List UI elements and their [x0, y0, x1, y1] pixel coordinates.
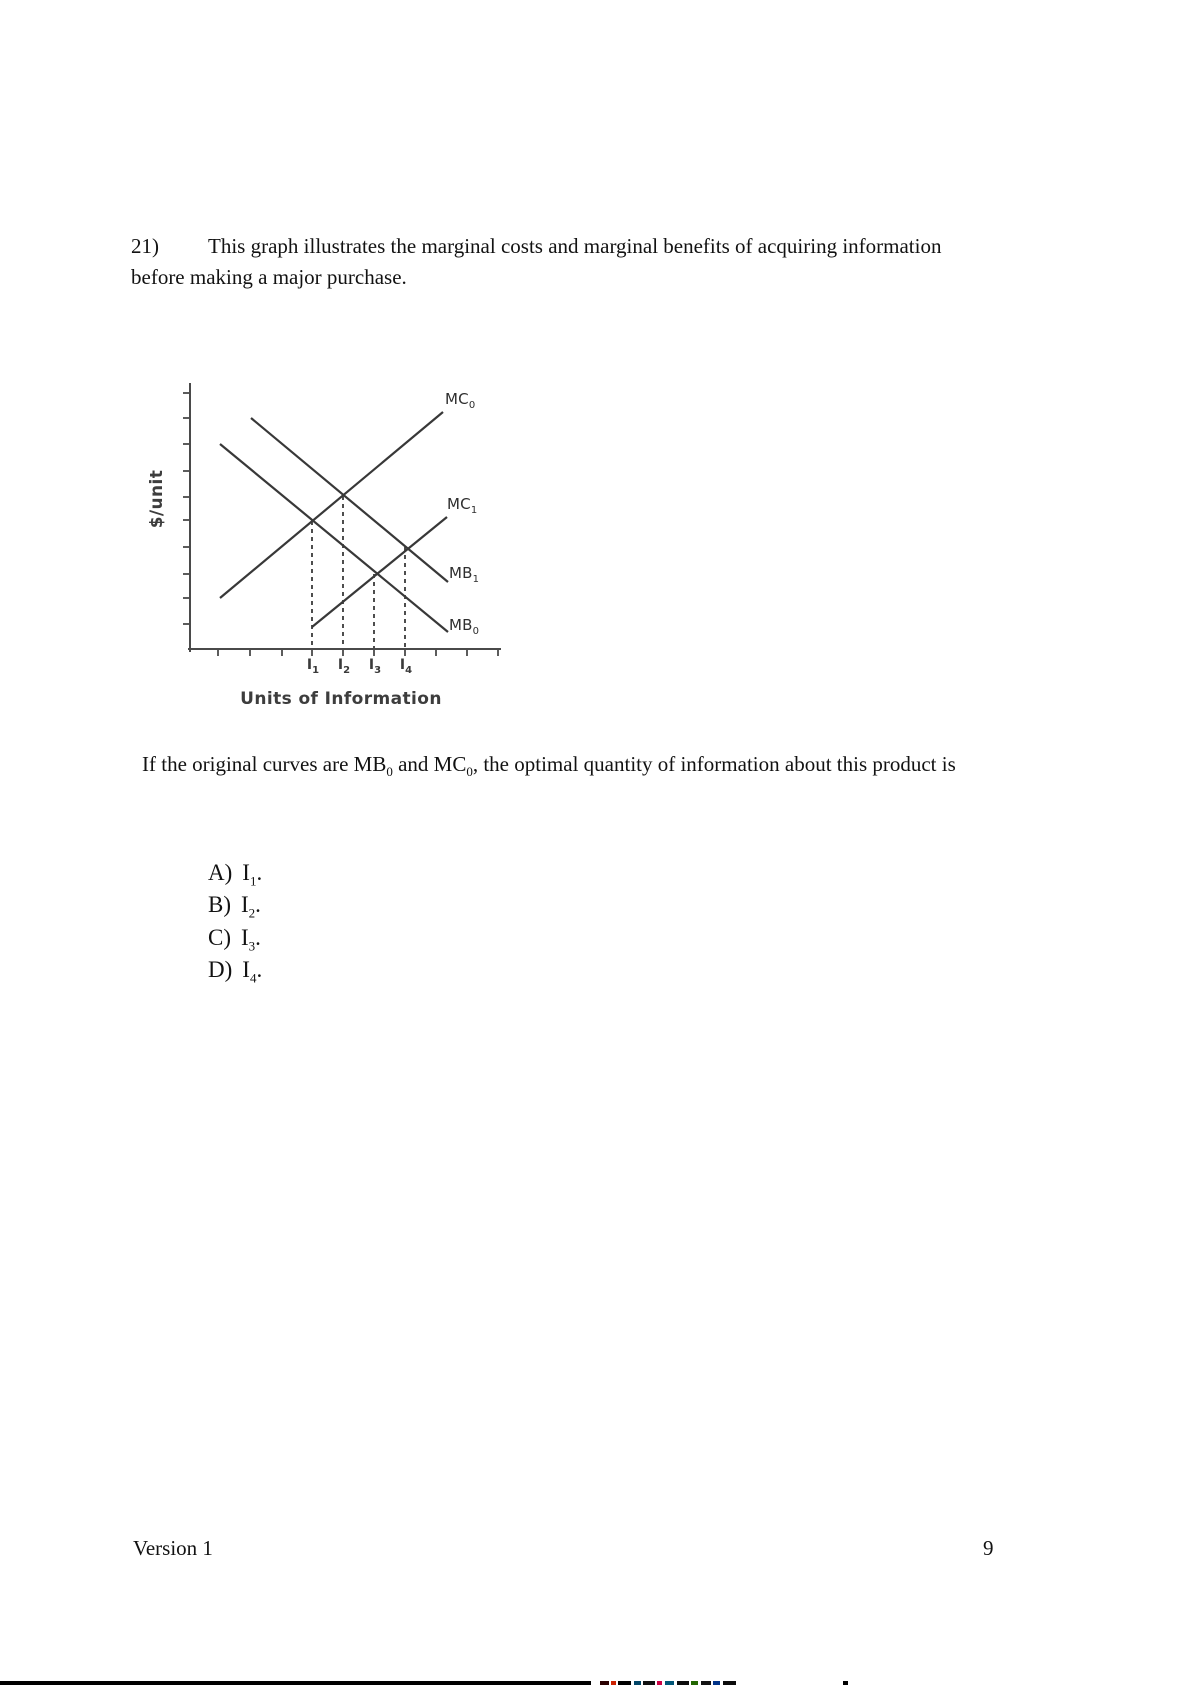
edge-fragment — [701, 1681, 711, 1685]
edge-fragment — [643, 1681, 655, 1685]
curve-label-mb0: $MB_0$ — [449, 616, 480, 637]
question-number: 21) — [131, 234, 159, 258]
curve-mc1 — [312, 517, 447, 627]
x-axis-label: Units of Information — [240, 689, 442, 709]
question-intro-line1 — [131, 234, 941, 259]
option-c: C) $I_3$. — [208, 925, 261, 954]
tick-label-i3: $I_3$ — [368, 657, 382, 676]
edge-fragment — [677, 1681, 689, 1685]
option-a: A) $I_1$. — [208, 860, 263, 889]
option-b-letter: B) — [208, 892, 231, 917]
tick-label-i4: $I_4$ — [399, 657, 413, 676]
curve-mc0 — [220, 412, 443, 598]
edge-fragment — [611, 1681, 616, 1685]
footer-page-number: 9 — [983, 1536, 994, 1560]
curve-label-mc0: $MC_0$ — [445, 390, 476, 411]
curve-mb0 — [220, 444, 448, 632]
edge-fragment — [691, 1681, 698, 1685]
curve-mb1 — [251, 418, 448, 582]
tick-label-i1: $I_1$ — [306, 657, 320, 676]
option-c-letter: C) — [208, 925, 231, 950]
option-b: B) $I_2$. — [208, 892, 261, 921]
question-intro-text: This graph illustrates the marginal costs and marginal benefits of acquiring information — [208, 234, 942, 258]
footer-version: Version 1 — [133, 1536, 213, 1560]
edge-fragment — [600, 1681, 609, 1685]
option-d: D) $I_4$. — [208, 957, 263, 986]
edge-fragment — [723, 1681, 736, 1685]
curve-label-mb1: $MB_1$ — [449, 564, 480, 585]
bottom-edge-artifact — [0, 1681, 1191, 1685]
question-intro-line2: before making a major purchase. — [131, 265, 407, 289]
edge-fragment — [713, 1681, 720, 1685]
edge-dash — [843, 1681, 848, 1685]
edge-fragment — [665, 1681, 674, 1685]
edge-bar — [0, 1681, 591, 1685]
edge-fragment — [634, 1681, 641, 1685]
option-a-letter: A) — [208, 860, 233, 885]
marginal-cost-benefit-graph — [130, 355, 515, 720]
curve-label-mc1: $MC_1$ — [447, 495, 478, 516]
option-d-letter: D) — [208, 957, 233, 982]
edge-fragment — [657, 1681, 662, 1685]
question-prompt: If the original curves are $MB_0$ and $MC_0$, the optimal quantity of information about this product is — [142, 752, 956, 780]
y-axis-label: $/unit — [147, 469, 167, 529]
tick-label-i2: $I_2$ — [337, 657, 351, 676]
edge-fragment — [618, 1681, 631, 1685]
